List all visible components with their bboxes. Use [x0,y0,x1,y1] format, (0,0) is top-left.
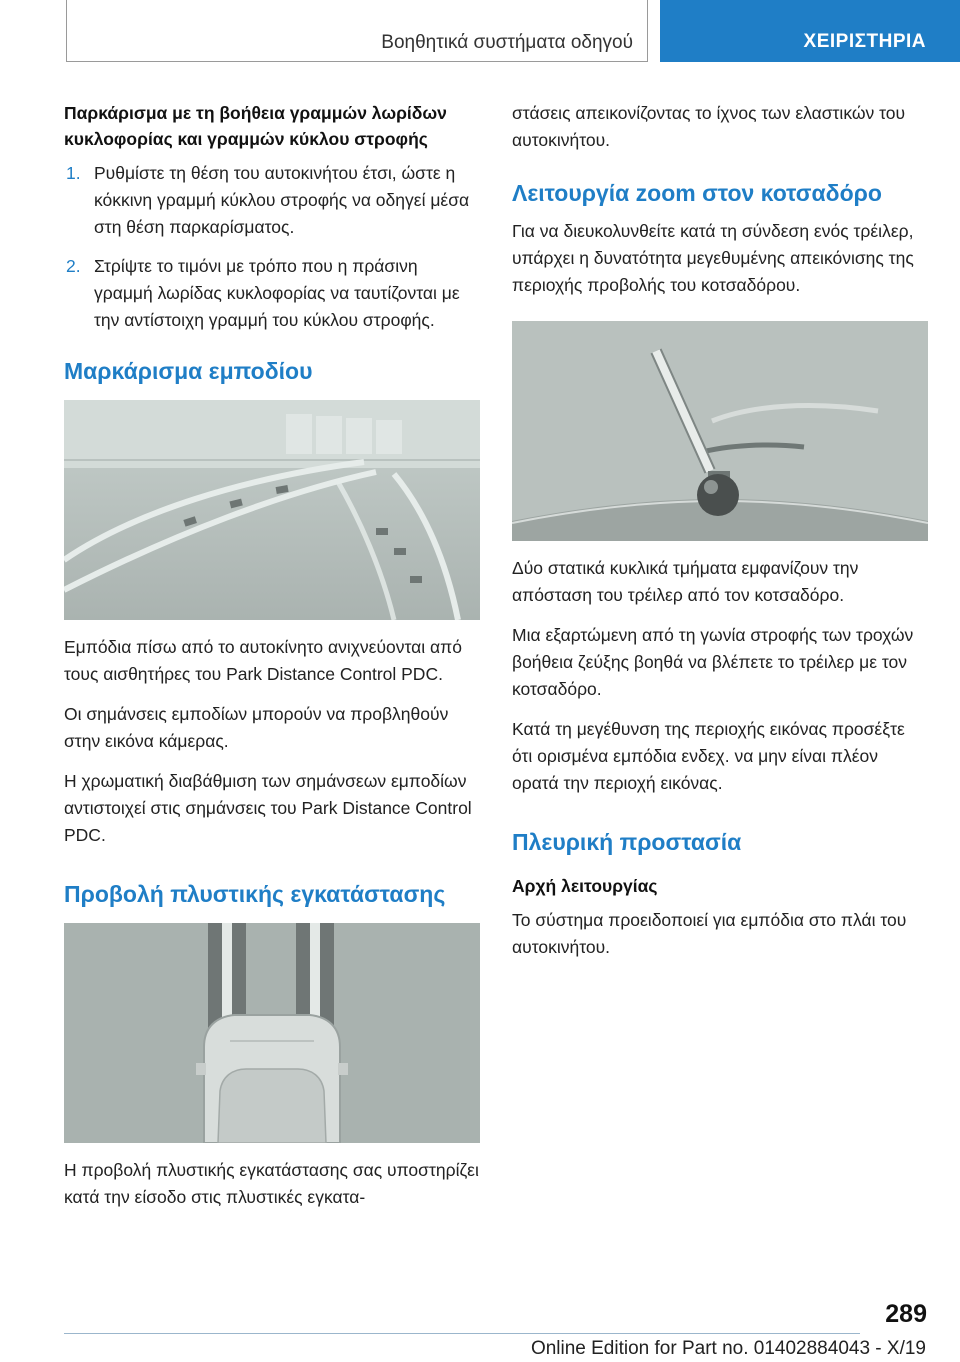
obstacle-marking-figure [64,400,480,620]
hitch-zoom-text [512,555,928,797]
page-number: 289 [885,1300,927,1328]
left-column [64,100,480,1211]
paragraph: Εμπόδια πίσω από το αυτοκίνητο ανιχνεύονται από τους αισθητήρες του Park Distance Control PDC. [64,637,462,684]
obstacle-marking-heading: Μαρκάρισμα εμποδίου [64,358,313,384]
parking-steps [64,160,480,334]
step-text: Ρυθμίστε τη θέση του αυτοκινήτου έτσι, ώστε η κόκκινη γραμμή κύκλου στροφής να οδηγεί μέσα στη θέση παρκαρίσματος. [94,163,470,237]
hitch-zoom-figure [512,321,928,541]
paragraph: Μια εξαρτώμενη από τη γωνία στροφής των τροχών βοήθεια ζεύξης βοηθά να βλέπετε το τρέιλερ με τον κοτσαδόρο. [512,625,914,699]
right-column [512,100,928,961]
section-tab [660,0,960,62]
car-wash-view-heading: Προβολή πλυστικής εγκατάστασης [64,881,446,907]
step-text: Στρίψτε το τιμόνι με τρόπο που η πράσινη γραμμή λωρίδας κυκλοφορίας να ταυτίζονται με την αντίστοιχη γραμμή του κύκλου στροφής. [94,256,460,330]
paragraph: Για να διευκολυνθείτε κατά τη σύνδεση ενός τρέιλερ, υπάρχει η δυνατότητα μεγεθυμένης απεικόνισης της περιοχής προβολής του κοτσαδόρου. [512,221,914,295]
edition-footer: Online Edition for Part no. 01402884043 - X/19 [530,1338,926,1359]
paragraph: Οι σημάνσεις εμποδίων μπορούν να προβληθούν στην εικόνα κάμερας. [64,704,449,751]
paragraph: Κατά τη μεγέθυνση της περιοχής εικόνας προσέξτε ότι ορισμένα εμπόδια ενδεχ. να μην είναι πλέον ορατά την περιοχή εικόνας. [512,719,905,793]
chapter-header [66,0,648,62]
paragraph: Δύο στατικά κυκλικά τμήματα εμφανίζουν την απόσταση του τρέιλερ από τον κοτσαδόρο. [512,558,859,605]
footer-divider [64,1333,860,1334]
paragraph: Το σύστημα προειδοποιεί για εμπόδια στο πλάι του αυτοκινήτου. [512,910,907,957]
car-wash-view-figure [64,923,480,1143]
step-number: 2. [66,256,81,276]
paragraph: Η χρωματική διαβάθμιση των σημάνσεων εμποδίων αντιστοιχεί στις σημάνσεις του Park Distance Control PDC. [64,771,472,845]
hitch-zoom-heading: Λειτουργία zoom στον κοτσαδόρο [512,180,882,206]
step-item [64,160,480,241]
step-item [64,253,480,334]
functional-principle-subhead: Αρχή λειτουργίας [512,876,658,896]
step-number: 1. [66,163,81,183]
parking-lines-subhead: Παρκάρισμα με τη βοήθεια γραμμών λωρίδων κυκλοφορίας και γραμμών κύκλου στροφής [64,103,447,149]
section-tab-label: ΧΕΙΡΙΣΤΗΡΙΑ [803,31,926,52]
chapter-title: Βοηθητικά συστήματα οδηγού [381,32,633,53]
side-protection-heading: Πλευρική προστασία [512,829,742,855]
paragraph: στάσεις απεικονίζοντας το ίχνος των ελαστικών του αυτοκινήτου. [512,103,906,150]
obstacle-marking-text [64,634,480,849]
paragraph: Η προβολή πλυστικής εγκατάστασης σας υποστηρίζει κατά την είσοδο στις πλυστικές εγκατα- [64,1160,479,1207]
